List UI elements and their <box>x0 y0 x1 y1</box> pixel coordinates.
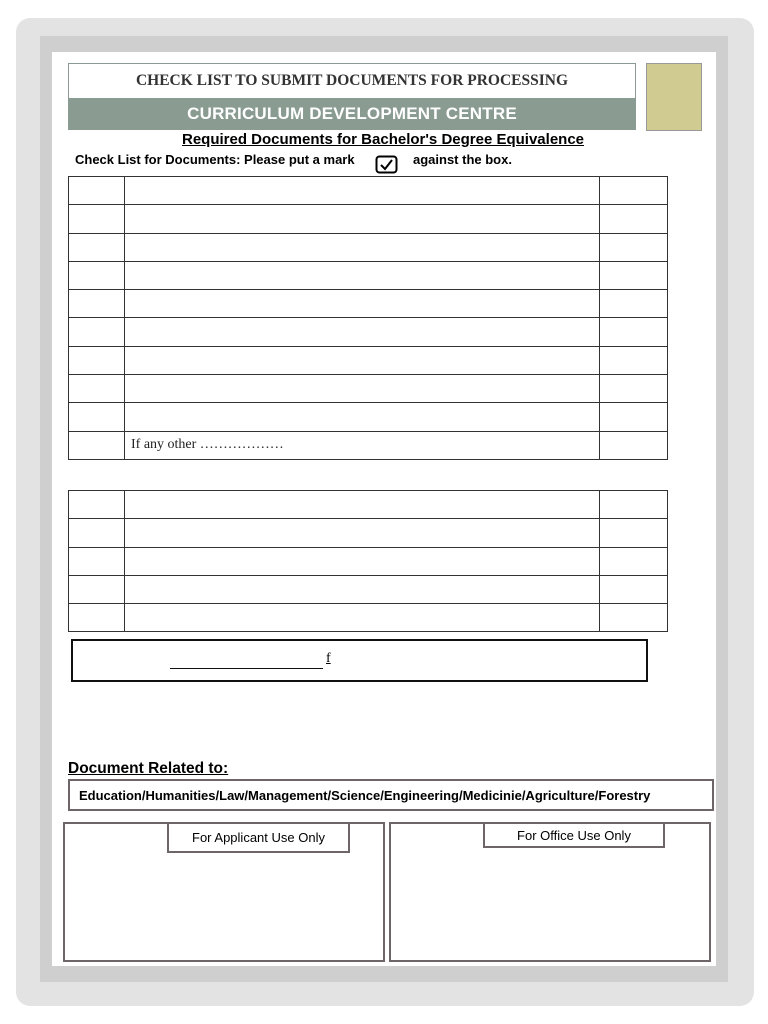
document-cell: If any other ……………… <box>125 431 600 459</box>
serial-cell <box>69 375 125 403</box>
table-row <box>69 177 668 205</box>
checkbox-cell[interactable] <box>600 261 668 289</box>
document-cell <box>125 318 600 346</box>
checkbox-cell[interactable] <box>600 233 668 261</box>
checkbox-cell[interactable] <box>600 491 668 519</box>
serial-cell <box>69 205 125 233</box>
section-heading <box>0 131 668 148</box>
table-row <box>69 403 668 431</box>
serial-cell <box>69 177 125 205</box>
checkbox-cell[interactable] <box>600 519 668 547</box>
table-row <box>69 205 668 233</box>
document-cell <box>125 547 600 575</box>
serial-cell <box>69 261 125 289</box>
document-cell <box>125 575 600 603</box>
related-fields-box: Education/Humanities/Law/Management/Science/Engineering/Medicinie/Agriculture/Forestry <box>68 779 714 811</box>
table-row <box>69 491 668 519</box>
logo-placeholder <box>646 63 702 131</box>
serial-cell <box>69 519 125 547</box>
checkbox-cell[interactable] <box>600 318 668 346</box>
table-row <box>69 346 668 374</box>
checkbox-cell[interactable] <box>600 431 668 459</box>
document-cell <box>125 233 600 261</box>
table-row <box>69 519 668 547</box>
section-heading-text: Required Documents for Bachelor's Degree Equivalence <box>181 131 585 148</box>
serial-cell <box>69 604 125 632</box>
centre-name-banner: CURRICULUM DEVELOPMENT CENTRE <box>68 98 636 130</box>
serial-cell <box>69 491 125 519</box>
additional-checklist-table <box>68 490 668 632</box>
table-row <box>69 261 668 289</box>
serial-cell <box>69 575 125 603</box>
checkbox-cell[interactable] <box>600 205 668 233</box>
signature-suffix: f <box>326 651 331 666</box>
document-cell <box>125 346 600 374</box>
checkbox-cell[interactable] <box>600 403 668 431</box>
table-row <box>69 547 668 575</box>
checkbox-cell[interactable] <box>600 290 668 318</box>
document-cell <box>125 205 600 233</box>
related-heading: Document Related to: <box>68 760 229 777</box>
document-checklist-table <box>68 176 668 460</box>
document-cell <box>125 604 600 632</box>
serial-cell <box>69 431 125 459</box>
document-cell <box>125 403 600 431</box>
document-cell <box>125 290 600 318</box>
document-cell <box>125 519 600 547</box>
table-row <box>69 575 668 603</box>
serial-cell <box>69 547 125 575</box>
checkbox-cell[interactable] <box>600 575 668 603</box>
signature-box[interactable] <box>71 639 648 682</box>
instruction-text: Check List for Documents: Please put a mark <box>75 152 355 167</box>
instruction-text-end: against the box. <box>413 152 512 167</box>
document-title: CHECK LIST TO SUBMIT DOCUMENTS FOR PROCESSING <box>68 63 636 98</box>
document-cell <box>125 375 600 403</box>
checkbox-cell[interactable] <box>600 375 668 403</box>
checkbox-cell[interactable] <box>600 177 668 205</box>
signature-line <box>170 668 323 669</box>
document-cell <box>125 177 600 205</box>
applicant-use-label: For Applicant Use Only <box>167 822 350 853</box>
document-cell <box>125 491 600 519</box>
table-row <box>69 604 668 632</box>
table-row <box>69 290 668 318</box>
checkbox-sample-icon <box>375 155 399 174</box>
checkbox-cell[interactable] <box>600 346 668 374</box>
serial-cell <box>69 346 125 374</box>
table-row <box>69 318 668 346</box>
checkbox-cell[interactable] <box>600 547 668 575</box>
document-cell <box>125 261 600 289</box>
table-row <box>69 431 668 459</box>
table-row <box>69 233 668 261</box>
serial-cell <box>69 290 125 318</box>
table-row <box>69 375 668 403</box>
serial-cell <box>69 233 125 261</box>
checkbox-cell[interactable] <box>600 604 668 632</box>
serial-cell <box>69 403 125 431</box>
serial-cell <box>69 318 125 346</box>
office-use-label: For Office Use Only <box>483 822 665 848</box>
